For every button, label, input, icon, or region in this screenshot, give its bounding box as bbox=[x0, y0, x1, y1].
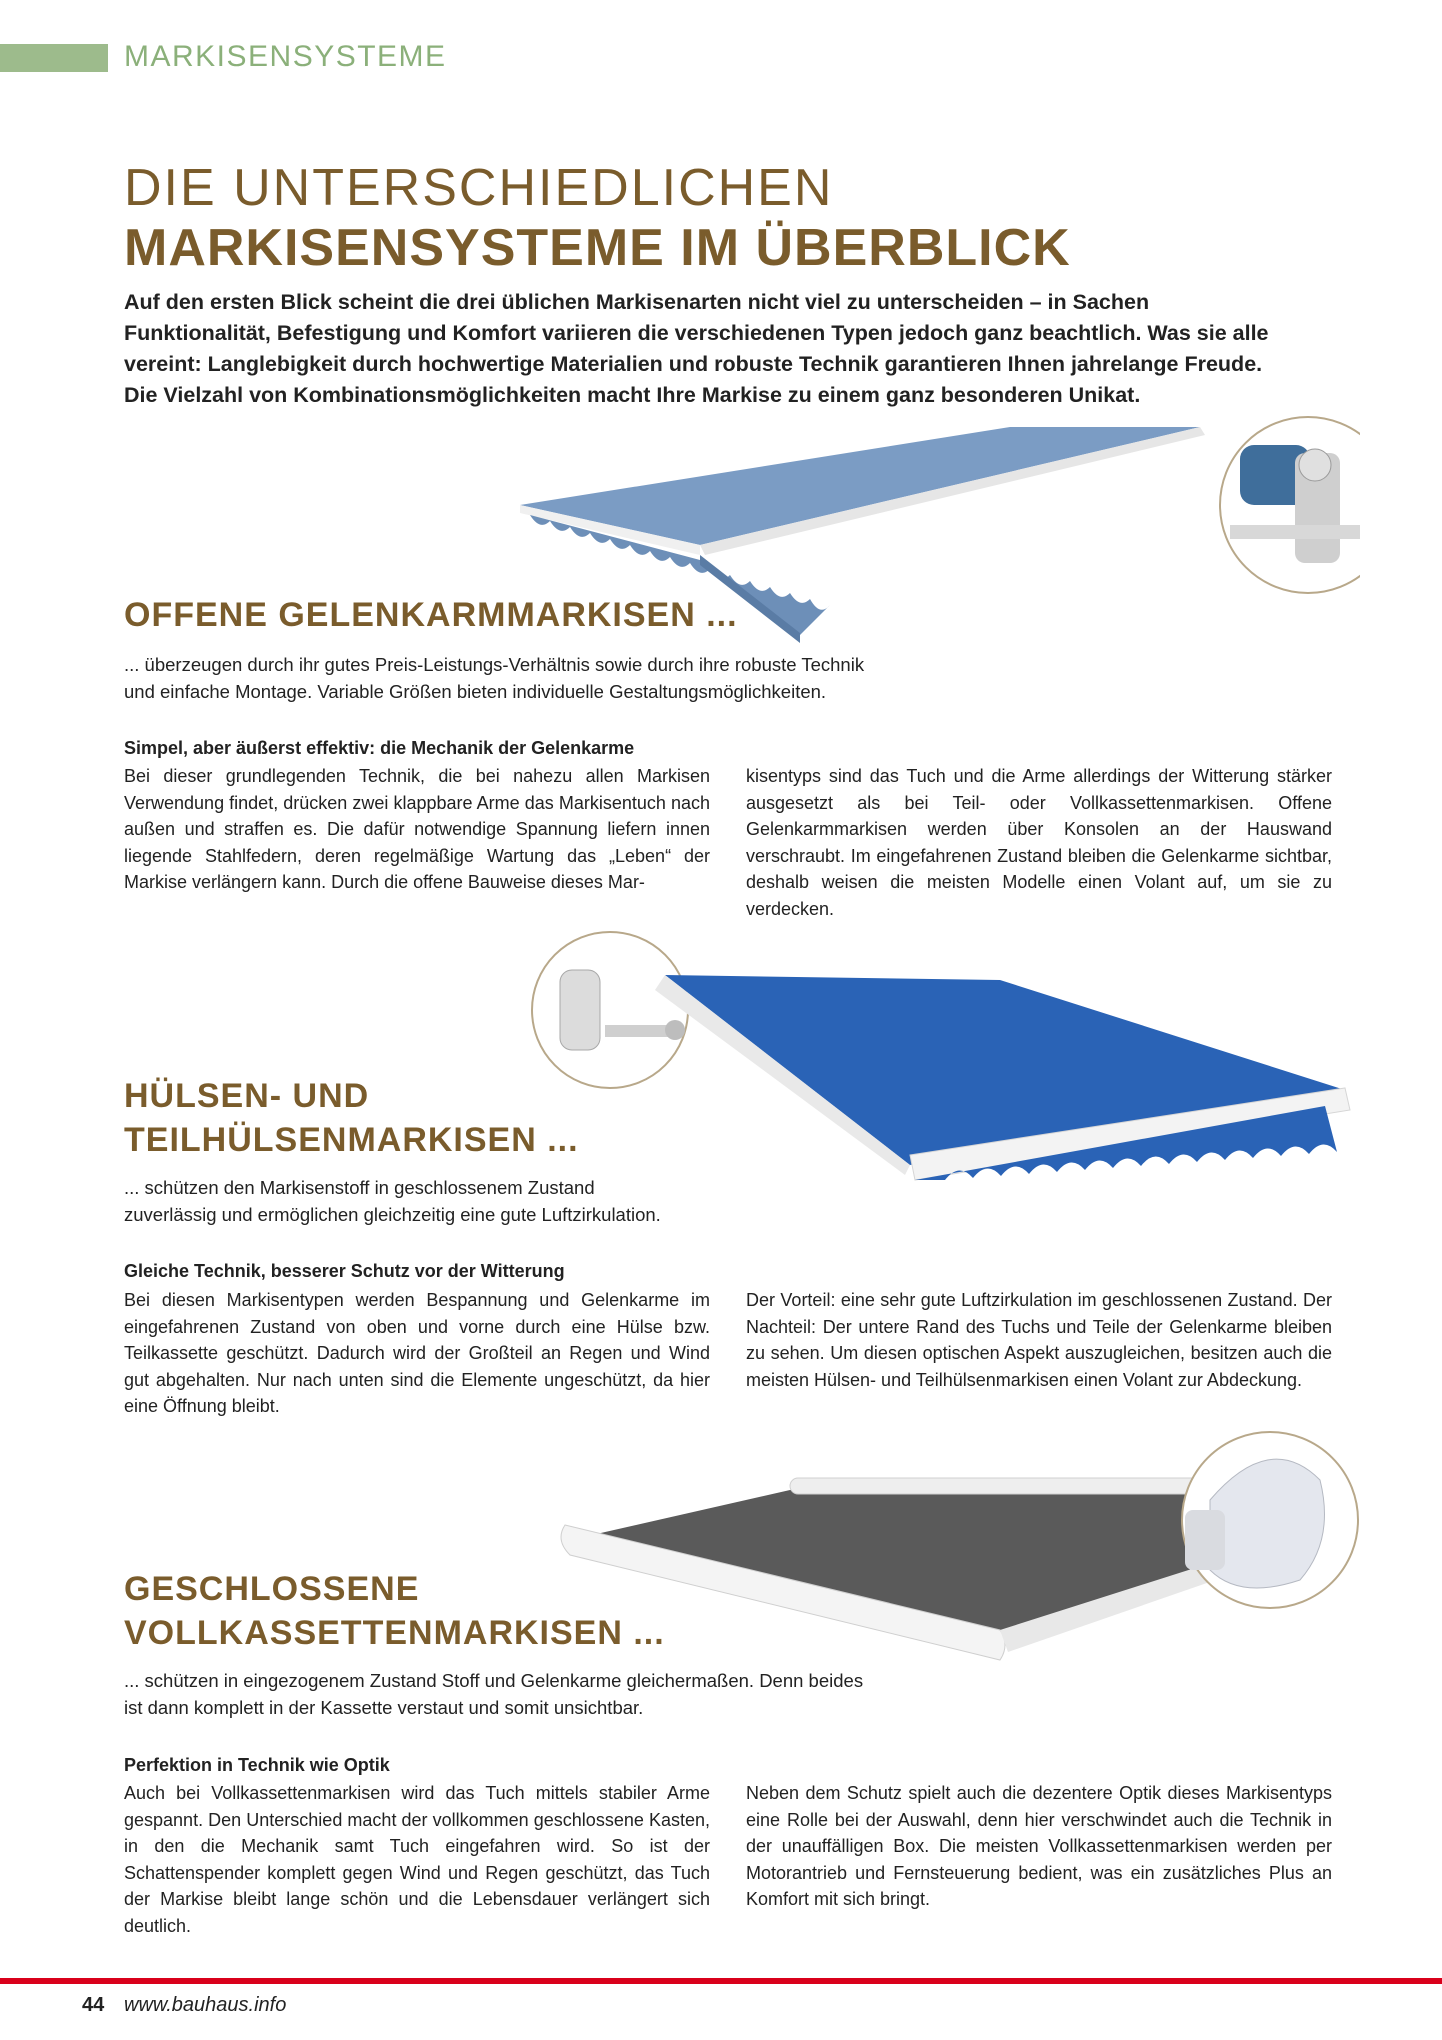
section2-title-line2: TEILHÜLSENMARKISEN ... bbox=[124, 1121, 579, 1159]
section1-column2: kisentyps sind das Tuch und die Arme allerdings der Witterung stärker ausgesetzt als bei Teil- oder Vollkassettenmarkisen. Offene Gelenkarmmarkisen werden über Konsolen an der Hauswand verschraubt. Im eingefahrenen Zustand bleiben die Gelenkarme sichtbar, deshalb weisen die meisten Modelle einen Volant auf, um sie zu verdecken. bbox=[746, 766, 1332, 919]
section-label: MARKISENSYSTEME bbox=[124, 40, 447, 73]
section-color-bar bbox=[0, 44, 108, 72]
footer-url-link[interactable]: www.bauhaus.info bbox=[124, 1994, 287, 2016]
section2-title-line1: HÜLSEN- UND bbox=[124, 1077, 370, 1115]
section1-lead: ... überzeugen durch ihr gutes Preis-Leistungs-Verhältnis sowie durch ihre robuste Technik und einfache Montage. Variable Größen bieten individuelle Gestaltungsmöglichkeiten. bbox=[124, 654, 865, 702]
section3-column1: Auch bei Vollkassettenmarkisen wird das Tuch mittels stabiler Arme gespannt. Den Unterschied macht der vollkommen geschlossene Kasten, in den die Mechanik samt Tuch eingefahren wird. So ist der Schattenspender komplett gegen Wind und Regen geschützt, das Tuch der Markise bleibt lange schön und die Lebensdauer verlängert sich deutlich. bbox=[124, 1783, 710, 1936]
footer-rule bbox=[0, 1978, 1442, 1984]
section3-column2: Neben dem Schutz spielt auch die dezentere Optik dieses Markisentyps eine Rolle bei der Auswahl, denn hier verschwindet auch die Technik in der unauffälligen Box. Die meisten Vollkassettenmarkisen werden per Motorantrieb und Fernsteuerung bedient, was ein zusätzliches Plus an Komfort mit sich bringt. bbox=[746, 1783, 1332, 1909]
section1-title bbox=[124, 593, 738, 637]
section2-column2: Der Vorteil: eine sehr gute Luftzirkulation im geschlossenen Zustand. Der Nachteil: Der untere Rand des Tuchs und Teile der Gelenkarme bleiben zu sehen. Um diesen optischen Aspekt auszugleichen, besitzen auch die meisten Hülsen- und Teilhülsenmarkisen einen Volant zur Abdeckung. bbox=[746, 1290, 1332, 1390]
section3-subhead: Perfektion in Technik wie Optik bbox=[124, 1755, 390, 1775]
section1-title-line1: OFFENE GELENKARMMARKISEN ... bbox=[124, 596, 738, 634]
section3-lead: ... schützen in eingezogenem Zustand Stoff und Gelenkarme gleichermaßen. Denn beides ist dann komplett in der Kassette verstaut und somit unsichtbar. bbox=[124, 1670, 864, 1718]
page-title-line2: MARKISENSYSTEME IM ÜBERBLICK bbox=[124, 219, 1071, 277]
intro-paragraph: Auf den ersten Blick scheint die drei üblichen Markisenarten nicht viel zu unterscheiden – in Sachen Funktionalität, Befestigung und Komfort variieren die verschiedenen Typen jedoch ganz beachtlich. Was sie alle vereint: Langlebigkeit durch hochwertige Materialien und robuste Technik garantieren Ihnen jahrelange Freude. Die Vielzahl von Kombinationsmöglichkeiten macht Ihre Markise zu einem ganz besonderen Unikat. bbox=[124, 290, 1269, 407]
section1-column1: Bei dieser grundlegenden Technik, die bei nahezu allen Markisen Verwendung findet, drücken zwei klappbare Arme das Markisentuch nach außen und straffen es. Die dafür notwendige Spannung liefern innen liegende Stahlfedern, deren regelmäßige Wartung das „Leben“ der Markise verlängern kann. Durch die offene Bauweise dieses Mar- bbox=[124, 766, 710, 892]
section3-title-line1: GESCHLOSSENE bbox=[124, 1570, 420, 1608]
section2-column1: Bei diesen Markisentypen werden Bespannung und Gelenkarme im eingefahrenen Zustand von oben und vorne durch eine Hülse bzw. Teilkassette geschützt. Dadurch wird der Großteil an Regen und Wind gut abgehalten. Nur nach unten sind die Elemente ungeschützt, da hier eine Öffnung bleibt. bbox=[124, 1290, 710, 1416]
section2-title bbox=[124, 1074, 579, 1162]
page-title-line1: DIE UNTERSCHIEDLICHEN bbox=[124, 159, 834, 217]
section2-lead: ... schützen den Markisenstoff in geschlossenem Zustand zuverlässig und ermöglichen gleichzeitig eine gute Luftzirkulation. bbox=[124, 1177, 661, 1225]
page-number: 44 bbox=[82, 1994, 105, 2016]
section1-subhead: Simpel, aber äußerst effektiv: die Mechanik der Gelenkarme bbox=[124, 738, 635, 758]
section3-title-line2: VOLLKASSETTENMARKISEN ... bbox=[124, 1614, 665, 1652]
section3-title bbox=[124, 1567, 665, 1655]
section2-subhead: Gleiche Technik, besserer Schutz vor der Witterung bbox=[124, 1261, 565, 1281]
